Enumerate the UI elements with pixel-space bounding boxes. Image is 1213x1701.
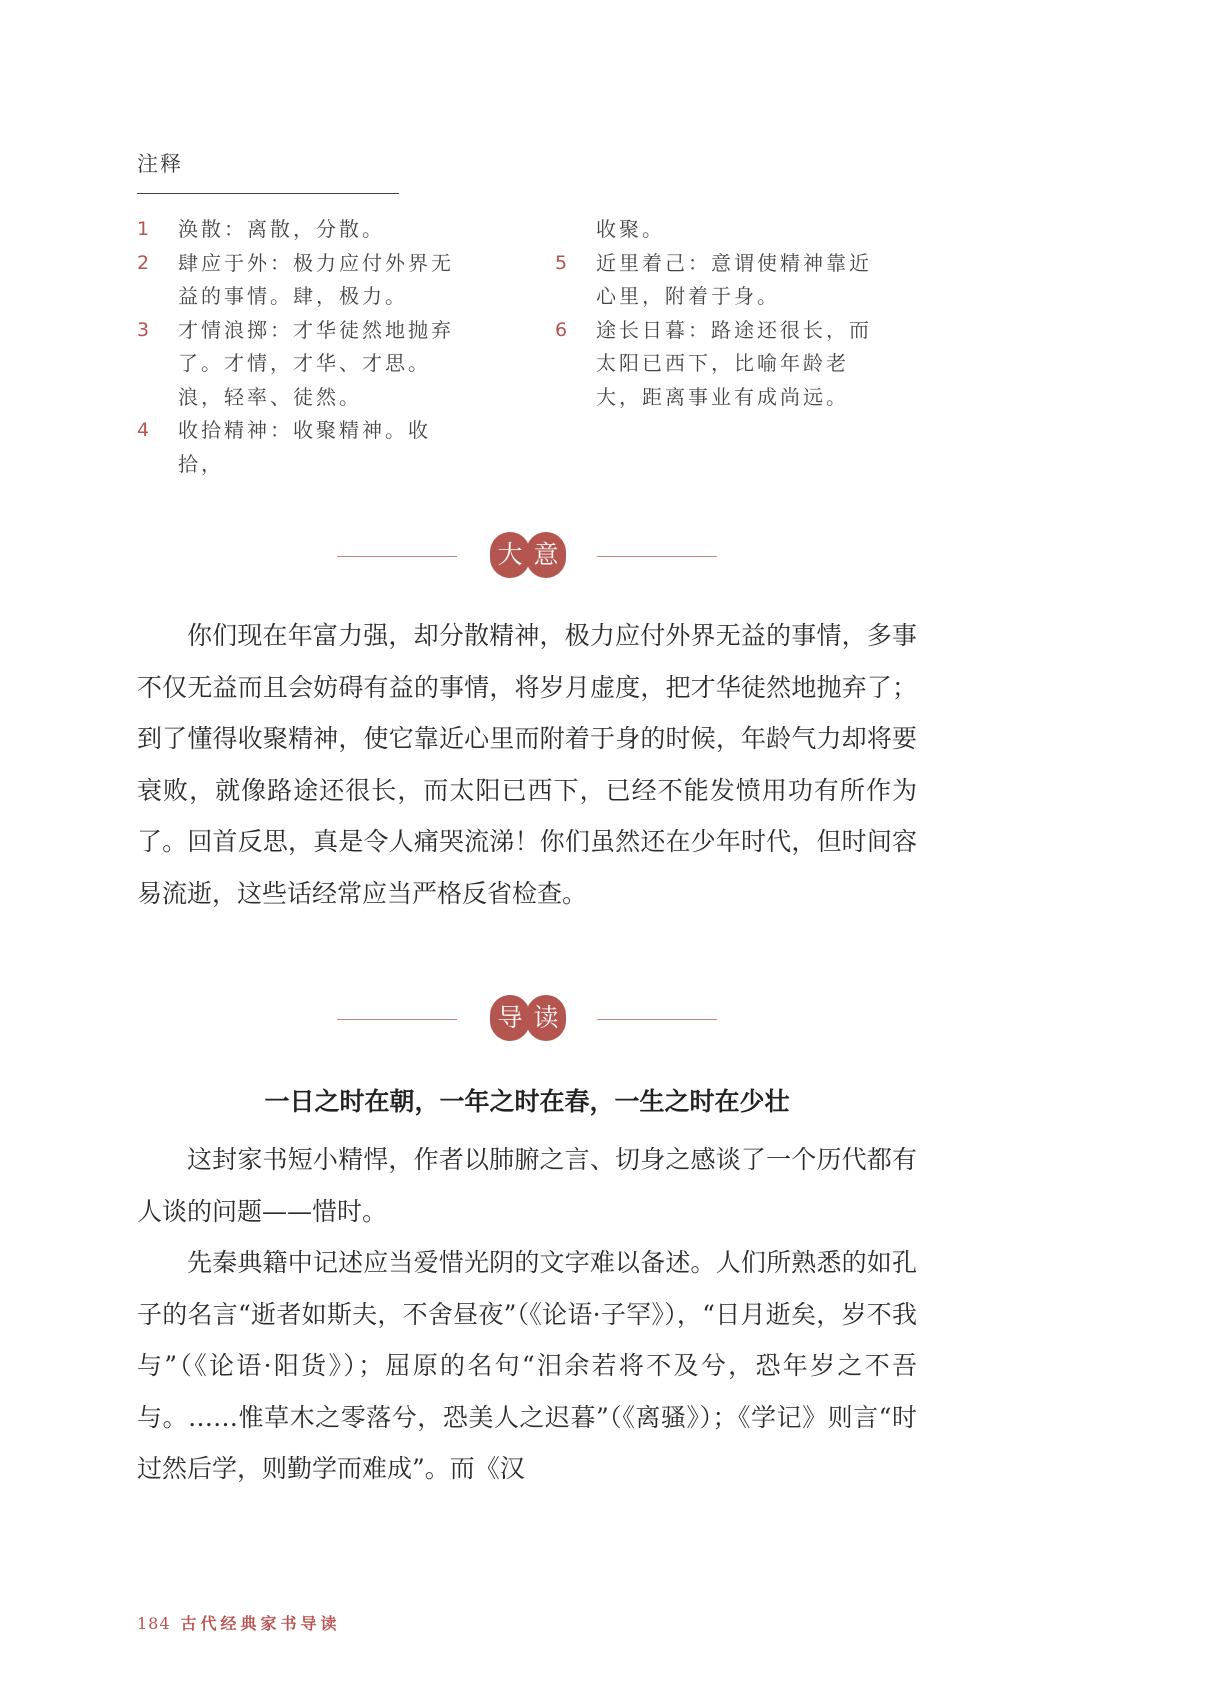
note-item <box>137 247 467 314</box>
notes-left-column <box>137 213 467 481</box>
note-number: 2 <box>137 251 150 274</box>
note-item <box>137 314 467 415</box>
notes-right-column <box>555 213 885 414</box>
section-badge-char: 导 <box>490 995 530 1041</box>
book-title: 古代经典家书导读 <box>180 1614 341 1633</box>
page-footer <box>137 1611 341 1634</box>
note-item <box>555 314 885 415</box>
note-item <box>555 247 885 314</box>
note-text: 涣散：离散，分散。 <box>178 217 385 241</box>
daodu-body <box>137 1134 917 1495</box>
note-continuation <box>555 213 885 247</box>
note-text: 收拾精神：收聚精神。收拾， <box>178 418 431 476</box>
section-rule-right <box>597 1019 717 1020</box>
notes-title: 注释 <box>137 152 183 176</box>
notes-divider <box>137 193 399 194</box>
section-header-dayi <box>337 532 717 580</box>
page-number: 184 <box>137 1614 171 1633</box>
daodu-subtitle: 一日之时在朝，一年之时在春，一生之时在少壮 <box>264 1087 790 1116</box>
note-number: 4 <box>137 419 150 441</box>
section-badge-char: 意 <box>526 532 566 578</box>
note-text: 途长日暮：路途还很长，而太阳已西下，比喻年龄老大，距离事业有成尚远。 <box>596 317 872 409</box>
section-badge-char: 读 <box>526 995 566 1041</box>
daodu-paragraph: 这封家书短小精悍，作者以肺腑之言、切身之感谈了一个历代都有人谈的问题——惜时。 <box>137 1145 917 1226</box>
section-header-daodu <box>337 995 717 1043</box>
daodu-paragraph: 先秦典籍中记述应当爱惜光阴的文字难以备述。人们所熟悉的如孔子的名言“逝者如斯夫，不舍昼夜”（《论语·子罕》），“日月逝矣，岁不我与”（《论语·阳货》）；屈原的名句“汨余若将不及兮，恐年岁之不吾与。……惟草木之零落兮，恐美人之迟暮”（《离骚》）；《学记》则言“时过然后学，则勤学而难成”。而《汉 <box>137 1248 917 1483</box>
note-number: 5 <box>555 251 568 274</box>
section-badge <box>490 532 562 578</box>
note-text: 肆应于外：极力应付外界无益的事情。肆，极力。 <box>178 250 454 308</box>
note-number: 3 <box>137 318 150 341</box>
section-rule-left <box>337 556 457 557</box>
note-number: 1 <box>137 218 150 240</box>
section-rule-right <box>597 556 717 557</box>
note-text: 才情浪掷：才华徒然地抛弃了。才情，才华、才思。浪，轻率、徒然。 <box>178 317 454 409</box>
section-badge-char: 大 <box>490 532 530 578</box>
dayi-paragraph: 你们现在年富力强，却分散精神，极力应付外界无益的事情，多事不仅无益而且会妨碍有益的事情，将岁月虚度，把才华徒然地抛弃了；到了懂得收聚精神，使它靠近心里而附着于身的时候，年龄气力却将要衰败，就像路途还很长，而太阳已西下，已经不能发愤用功有所作为了。回首反思，真是令人痛哭流涕！你们虽然还在少年时代，但时间容易流逝，这些话经常应当严格反省检查。 <box>137 621 917 908</box>
note-text: 近里着己：意谓使精神靠近心里，附着于身。 <box>596 250 872 308</box>
note-item <box>137 414 467 481</box>
note-item <box>137 213 467 247</box>
dayi-body <box>137 610 917 919</box>
section-rule-left <box>337 1019 457 1020</box>
note-text: 收聚。 <box>596 217 665 241</box>
section-badge <box>490 995 562 1041</box>
note-number: 6 <box>555 318 568 341</box>
